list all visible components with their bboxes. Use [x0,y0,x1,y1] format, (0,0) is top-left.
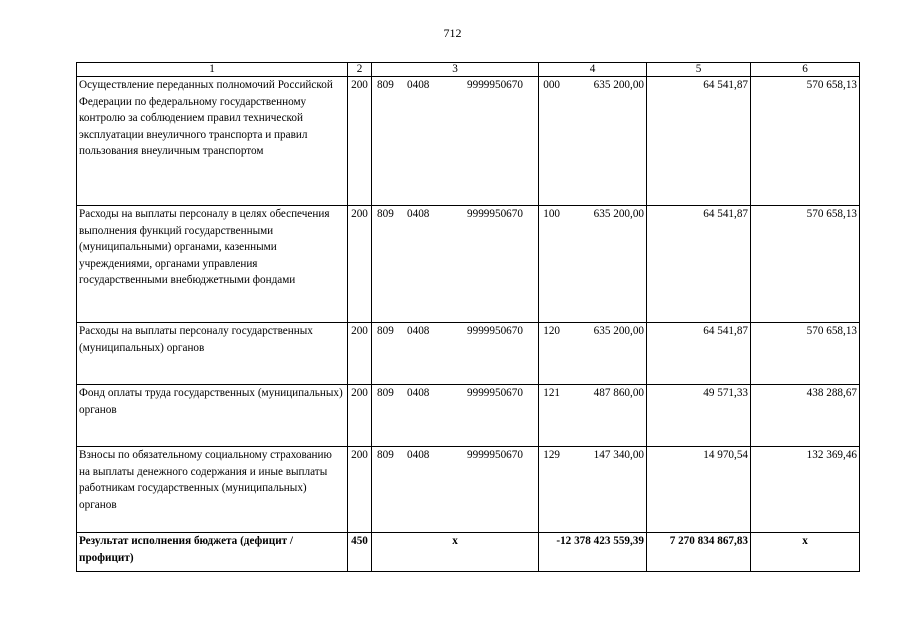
section-code: 0408 [407,387,430,399]
remaining-amount: х [751,533,860,572]
table-row [77,385,860,447]
expense-type-code: 121 [543,387,560,399]
line-code: 200 [348,77,372,206]
admin-code: 809 [377,449,394,461]
remaining-amount: 570 658,13 [751,323,860,385]
line-code: 200 [348,385,372,447]
table-row [77,323,860,385]
admin-code: 809 [377,208,394,220]
expense-name: Расходы на выплаты персоналу государственных (муниципальных) органов [77,323,348,385]
approved-amount: 487 860,00 [539,385,647,447]
line-code: 450 [348,533,372,572]
target-code: 9999950670 [467,79,523,91]
section-code: 0408 [407,449,430,461]
column-number-row [77,63,860,77]
expense-name: Расходы на выплаты персоналу в целях обеспечения выполнения функций государственными (муниципальными) органами, казенными учреждениями, органами управления государственными внебюджетными фондами [77,206,348,323]
page-number: 712 [443,26,462,40]
target-code: 9999950670 [467,387,523,399]
admin-code: 809 [377,387,394,399]
executed-amount: 64 541,87 [647,206,751,323]
column-header-5: 5 [647,63,751,77]
approved-amount: 147 340,00 [539,447,647,533]
table-row [77,206,860,323]
remaining-amount: 570 658,13 [751,77,860,206]
expense-name: Осуществление переданных полномочий Российской Федерации по федеральному государственному контролю за соблюдением правил технической эксплуатации внеуличного транспорта и правил пользования внеуличным транспортом [77,77,348,206]
approved-amount: 635 200,00 [539,206,647,323]
budget-classification-code [372,323,560,385]
budget-execution-table [76,62,860,572]
target-code: 9999950670 [467,449,523,461]
budget-classification-code [372,447,560,533]
section-code: 0408 [407,325,430,337]
approved-amount: 635 200,00 [539,77,647,206]
approved-amount: 635 200,00 [539,323,647,385]
executed-amount: 64 541,87 [647,323,751,385]
executed-amount: 49 571,33 [647,385,751,447]
executed-amount: 7 270 834 867,83 [647,533,751,572]
budget-classification-code [372,77,560,206]
section-code: 0408 [407,208,430,220]
line-code: 200 [348,323,372,385]
target-code: 9999950670 [467,208,523,220]
line-code: 200 [348,447,372,533]
executed-amount: 14 970,54 [647,447,751,533]
target-code: 9999950670 [467,325,523,337]
remaining-amount: 132 369,46 [751,447,860,533]
budget-classification-code: х [372,533,539,572]
remaining-amount: 570 658,13 [751,206,860,323]
expense-type-code: 120 [543,325,560,337]
expense-type-code: 129 [543,449,560,461]
table-row [77,447,860,533]
budget-result-label: Результат исполнения бюджета (дефицит / профицит) [77,533,348,572]
remaining-amount: 438 288,67 [751,385,860,447]
approved-amount: -12 378 423 559,39 [539,533,647,572]
expense-name: Взносы по обязательному социальному страхованию на выплаты денежного содержания и иные выплаты работникам государственных (муниципальных) органов [77,447,348,533]
executed-amount: 64 541,87 [647,77,751,206]
line-code: 200 [348,206,372,323]
column-header-2: 2 [348,63,372,77]
admin-code: 809 [377,79,394,91]
budget-result-row [77,533,860,572]
admin-code: 809 [377,325,394,337]
expense-type-code: 100 [543,208,560,220]
budget-classification-code [372,385,560,447]
column-header-3: 3 [372,63,539,77]
budget-classification-code [372,206,560,323]
table-row [77,77,860,206]
section-code: 0408 [407,79,430,91]
expense-type-code: 000 [543,79,560,91]
expense-name: Фонд оплаты труда государственных (муниципальных) органов [77,385,348,447]
column-header-4: 4 [539,63,647,77]
column-header-1: 1 [77,63,348,77]
column-header-6: 6 [751,63,860,77]
